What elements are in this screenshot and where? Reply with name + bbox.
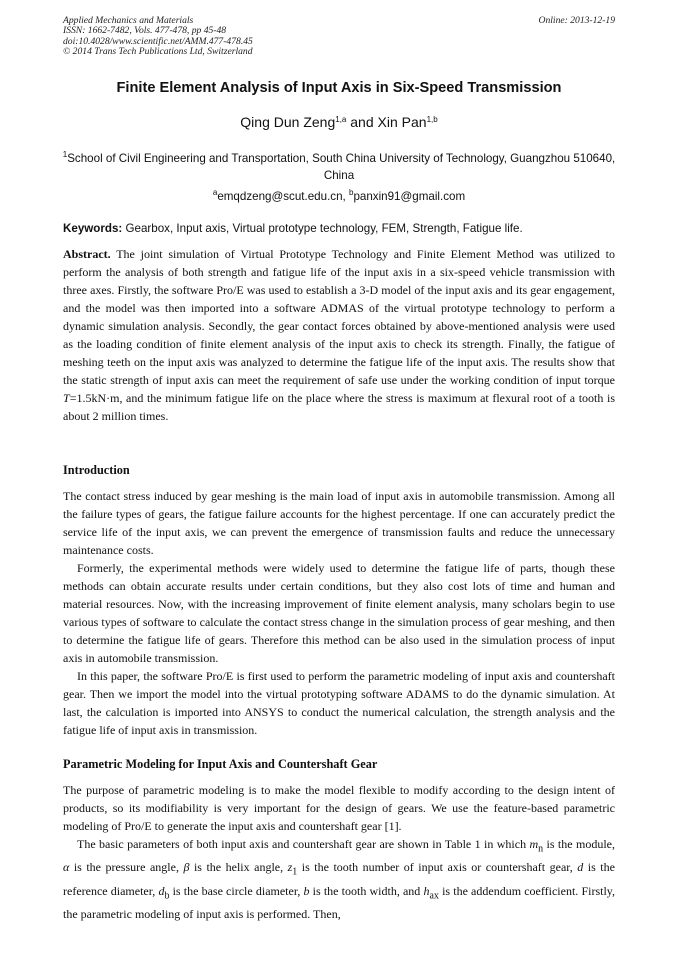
b-symbol: b: [303, 883, 310, 898]
email-a[interactable]: emqdzeng@scut.edu.cn,: [217, 190, 349, 203]
beta-symbol: β: [183, 860, 190, 875]
module-subscript: n: [538, 843, 544, 855]
author-1-affil: 1,a: [335, 115, 347, 124]
parametric-modeling-body: [63, 781, 615, 923]
author-and: and: [346, 114, 378, 130]
param-text: is the tooth width, and: [309, 883, 424, 898]
author-line: [0, 114, 678, 130]
author-2: Xin Pan: [377, 114, 427, 130]
journal-header: [63, 16, 615, 58]
online-date: Online: 2013-12-19: [538, 15, 615, 26]
introduction-body: [63, 487, 615, 739]
email-a-marker: a: [212, 188, 218, 197]
issn-line: ISSN: 1662-7482, Vols. 477-478, pp 45-48: [63, 25, 227, 37]
param-paragraph-2: [63, 835, 615, 923]
hax-subscript: ax: [429, 890, 439, 902]
param-text: is the addendum coefficient. Firstly, the parametric modeling of input axis is performed. Then,: [63, 883, 616, 922]
abstract-text-end: =1.5kN·m, and the minimum fatigue life on the place where the stress is maximum at flexural root of a tooth is about 2 million times.: [63, 391, 615, 423]
intro-paragraph-1: The contact stress induced by gear meshing is the main load of input axis in automobile transmission. Among all the failure types of gears, the fatigue failure accounts for the highest percentage. If one can accurately predict the service life of the input axis, we can prevent the emergence of transmission faults and reduce the unnecessary maintenance costs.: [63, 489, 615, 557]
param-text: is the pressure angle,: [69, 860, 184, 875]
db-subscript: b: [164, 890, 170, 902]
d-symbol: d: [577, 860, 584, 875]
param-text: is the module,: [543, 837, 615, 851]
abstract-label: Abstract.: [63, 247, 111, 261]
param-paragraph-1: The purpose of parametric modeling is to make the model flexible to modify according to the design intent of products, so its modifiability is very important for the design of gears. We use the feature-based parametric modeling of Pro/E to generate the input axis and countershaft gear [1].: [63, 783, 615, 833]
email-b[interactable]: panxin91@gmail.com: [353, 190, 466, 203]
keywords-label: Keywords:: [63, 222, 123, 235]
param-text: is the base circle diameter,: [169, 883, 304, 898]
intro-paragraph-2: Formerly, the experimental methods were widely used to determine the fatigue life of parts, though these methods can obtain accurate results under certain conditions, but they also cost lots of time and human and material resources. Now, with the increasing improvement of finite element analysis, many scholars begin to use various types of software to calculate the contact stress change in the simulation process of gear meshing, and then to determine the fatigue life of gears. Therefore this method can be also used in the simulation process of input axis in automobile transmission.: [63, 561, 615, 665]
journal-name: Applied Mechanics and Materials: [63, 15, 194, 26]
affiliation-text: School of Civil Engineering and Transportation, South China University of Technology, Guangzhou 510640, China: [67, 152, 616, 182]
abstract: [63, 245, 615, 425]
z-symbol: z: [287, 860, 293, 875]
email-b-marker: b: [348, 188, 354, 197]
introduction-heading: Introduction: [63, 463, 130, 477]
author-emails: [0, 190, 678, 203]
torque-variable: T: [63, 391, 70, 405]
keywords-text: Gearbox, Input axis, Virtual prototype technology, FEM, Strength, Fatigue life.: [122, 222, 523, 235]
abstract-text: The joint simulation of Virtual Prototype Technology and Finite Element Method was utilized to perform the analysis of both strength and fatigue life of the input axis in a six-speed vehicle transmission with three axes. Firstly, the software Pro/E was used to establish a 3-D model of the input axis and its gear engagement, and the model was then imported into a software ADMAS of the virtual prototype technology to perform a dynamic simulation analysis. Secondly, the gear contact forces obtained by above-mentioned analysis were used as the loading condition of finite element analysis of the input axis to check its strength. Finally, the fatigue of meshing teeth on the input axis was analyzed to determine the fatigue life of the input axis. The results show that the static strength of input axis can meet the requirement of safe use under the working condition of input torque: [63, 247, 615, 387]
intro-paragraph-3: In this paper, the software Pro/E is first used to perform the parametric modeling of input axis and countershaft gear. Then we import the model into the virtual prototyping software ADAMS to do the dynamic simulation. At last, the calculation is imported into ANSYS to conduct the numerical calculation, the strength analysis and the fatigue life of input axis in transmission.: [63, 669, 615, 737]
alpha-symbol: α: [63, 860, 70, 875]
param-text: is the tooth number of input axis or countershaft gear,: [297, 860, 578, 875]
param-text: The basic parameters of both input axis and countershaft gear are shown in Table 1 in which: [77, 837, 530, 851]
affiliation: [0, 150, 678, 184]
doi-line: doi:10.4028/www.scientific.net/AMM.477-478.45: [63, 35, 253, 47]
db-symbol: d: [158, 883, 165, 898]
keywords: [63, 222, 615, 235]
author-2-affil: 1,b: [426, 115, 438, 124]
param-text: is the helix angle,: [189, 860, 288, 875]
copyright-line: © 2014 Trans Tech Publications Ltd, Switzerland: [63, 46, 253, 58]
affiliation-marker: 1: [62, 150, 68, 159]
module-symbol: m: [529, 837, 539, 851]
paper-title: Finite Element Analysis of Input Axis in Six-Speed Transmission: [116, 80, 562, 96]
hax-symbol: h: [423, 883, 430, 898]
author-1: Qing Dun Zeng: [240, 114, 336, 130]
param-text: is the reference diameter,: [63, 860, 615, 898]
parametric-modeling-heading: Parametric Modeling for Input Axis and Countershaft Gear: [63, 757, 378, 771]
z-subscript: 1: [292, 866, 298, 878]
